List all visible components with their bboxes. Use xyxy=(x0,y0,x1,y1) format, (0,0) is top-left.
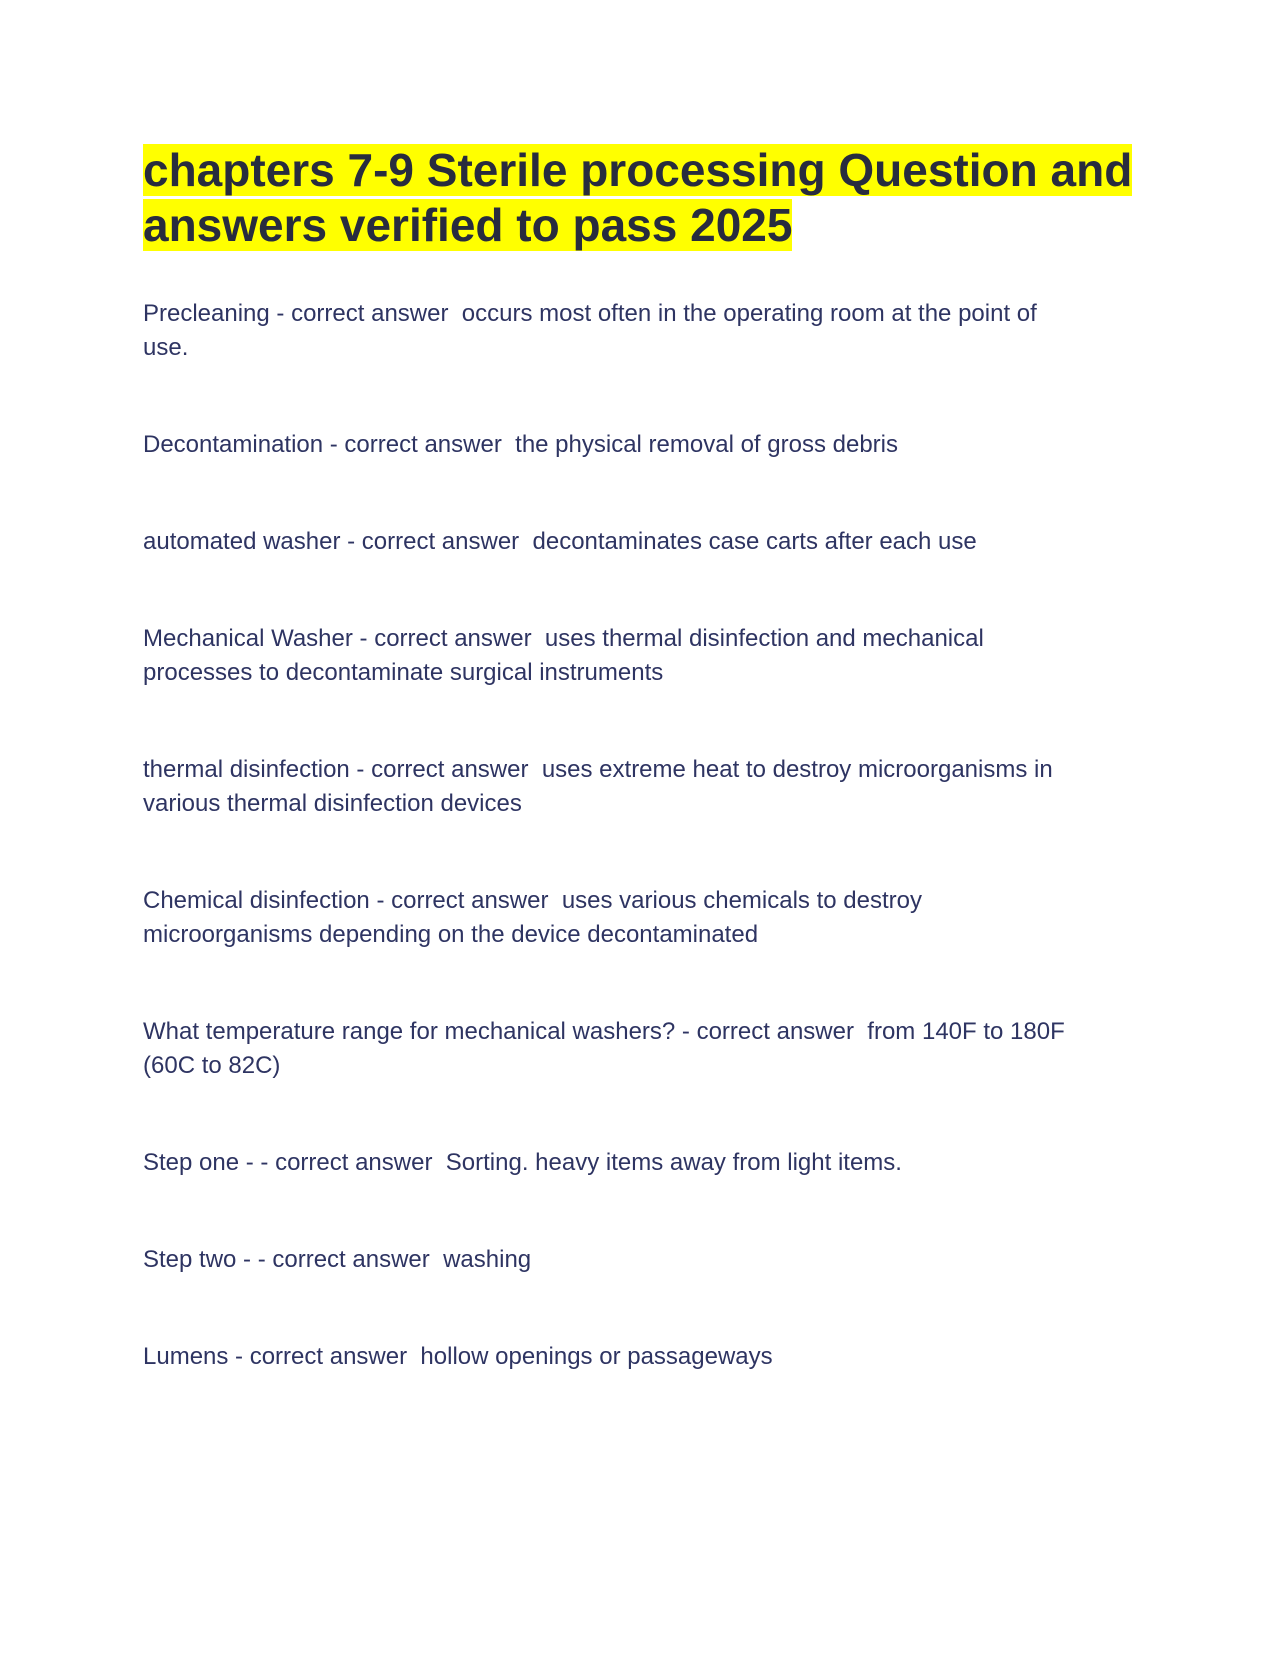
document-title xyxy=(143,143,1133,253)
qa-entry: Lumens - correct answer hollow openings or passageways xyxy=(143,1343,773,1370)
qa-entry: What temperature range for mechanical washers? - correct answer from 140F to 180F (60C to 82C) xyxy=(143,1018,1072,1079)
qa-entry: Step one - - correct answer Sorting. heavy items away from light items. xyxy=(143,1149,902,1176)
qa-entry: Decontamination - correct answer the physical removal of gross debris xyxy=(143,431,898,458)
qa-entry: automated washer - correct answer decontaminates case carts after each use xyxy=(143,528,977,555)
qa-entry: Mechanical Washer - correct answer uses thermal disinfection and mechanical processes to decontaminate surgical instruments xyxy=(143,625,991,686)
qa-entry: Precleaning - correct answer occurs most often in the operating room at the point of use. xyxy=(143,300,1044,361)
document-page xyxy=(143,143,1133,1437)
qa-list xyxy=(143,297,1133,1374)
qa-entry: Chemical disinfection - correct answer uses various chemicals to destroy microorganisms depending on the device decontaminated xyxy=(143,887,929,948)
qa-entry: thermal disinfection - correct answer uses extreme heat to destroy microorganisms in various thermal disinfection devices xyxy=(143,756,1060,817)
title-highlight: chapters 7-9 Sterile processing Question and answers verified to pass 2025 xyxy=(143,144,1133,251)
qa-entry: Step two - - correct answer washing xyxy=(143,1246,532,1273)
